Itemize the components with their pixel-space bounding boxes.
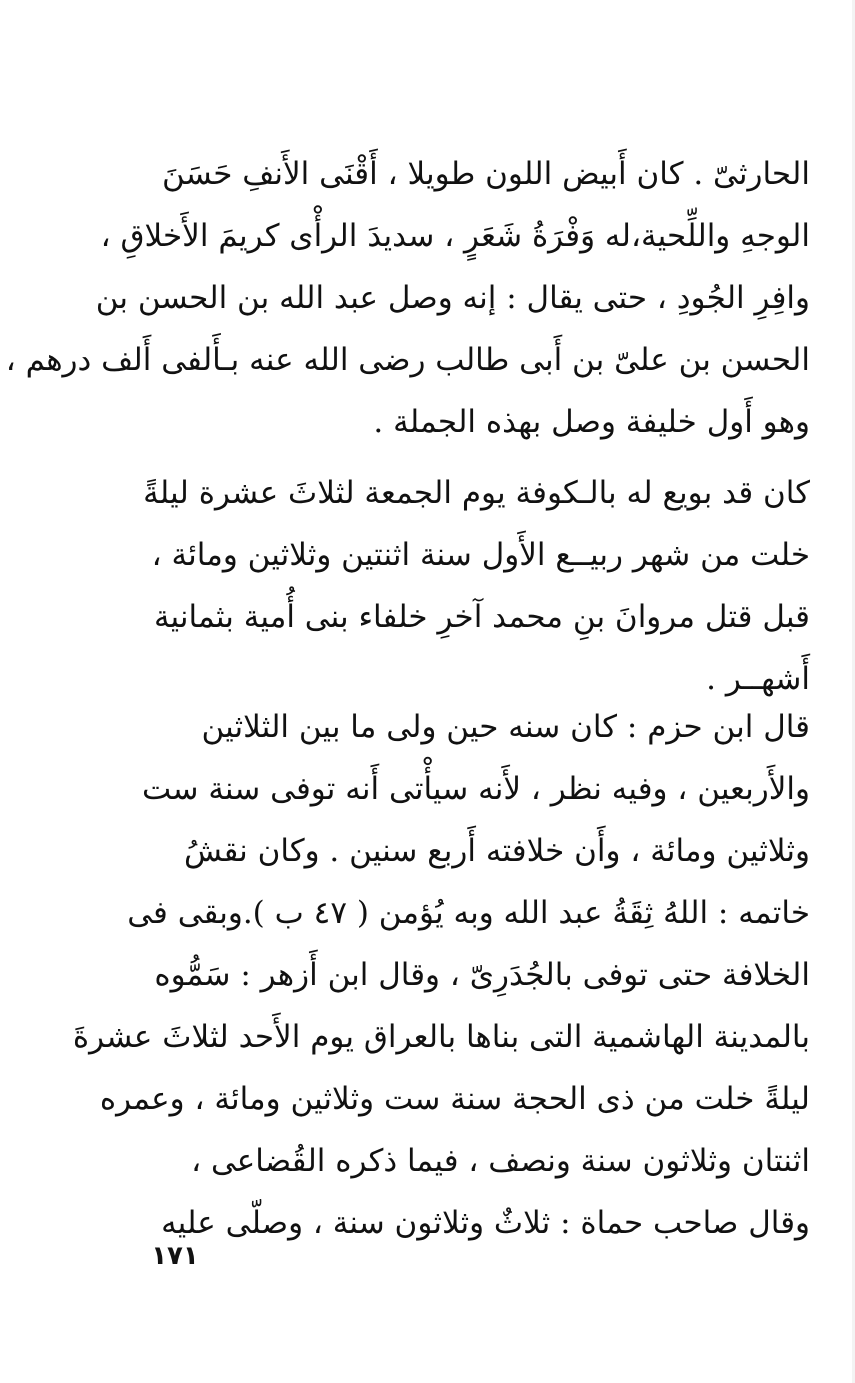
page-number: ١٧١ bbox=[151, 1241, 199, 1271]
text-line: الحارثىّ . كان أَبيض اللون طويلا ، أَقْنَى الأَنفِ حَسَنَ bbox=[161, 156, 810, 192]
text-line: الوجهِ واللِّحية،له وَفْرَةُ شَعَرٍ ، سديدَ الرأْى كريمَ الأَخلاقِ ، bbox=[100, 218, 810, 254]
text-line: وهو أَول خليفة وصل بهذه الجملة . bbox=[373, 404, 810, 440]
text-line: وثلاثين ومائة ، وأَن خلافته أَربع سنين . وكان نقشُ bbox=[183, 833, 810, 869]
paragraph-2 bbox=[108, 462, 810, 710]
text-line: كان قد بويع له بالـكوفة يوم الجمعة لثلاثَ عشرة ليلةً bbox=[143, 475, 810, 511]
paragraph-1 bbox=[5, 143, 810, 453]
text-line: بالمدينة الهاشمية التى بناها بالعراق يوم الأَحد لثلاثَ عشرةَ bbox=[72, 1019, 810, 1055]
paragraph-3 bbox=[72, 696, 810, 1254]
text-line: الحسن بن علىّ بن أَبى طالب رضى الله عنه بـأَلفى أَلف درهم ، bbox=[5, 342, 810, 378]
text-line: قال ابن حزم : كان سنه حين ولى ما بين الثلاثين bbox=[201, 709, 810, 745]
text-line: اثنتان وثلاثون سنة ونصف ، فيما ذكره القُضاعى ، bbox=[191, 1143, 810, 1179]
text-line: أَشهــر . bbox=[706, 661, 810, 697]
text-line: والأَربعين ، وفيه نظر ، لأَنه سيأْتى أَنه توفى سنة ست bbox=[142, 771, 810, 807]
text-line: الخلافة حتى توفى بالجُدَرِىّ ، وقال ابن أَزهر : سَمُّوه bbox=[154, 957, 810, 993]
text-line: وقال صاحب حماة : ثلاثٌ وثلاثون سنة ، وصلّى عليه bbox=[161, 1205, 810, 1241]
text-line: وافِرِ الجُودِ ، حتى يقال : إنه وصل عبد الله بن الحسن بن bbox=[95, 280, 810, 316]
text-line: قبل قتل مروانَ بنِ محمد آخرِ خلفاء بنى أُمية بثمانية bbox=[153, 599, 810, 635]
text-line: خاتمه : اللهُ ثِقَةُ عبد الله وبه يُؤمن ( ٤٧ ب ).وبقى فى bbox=[127, 895, 810, 931]
text-line: ليلةً خلت من ذى الحجة سنة ست وثلاثين ومائة ، وعمره bbox=[99, 1081, 810, 1117]
text-line: خلت من شهر ربيــع الأَول سنة اثنتين وثلاثين ومائة ، bbox=[151, 537, 810, 573]
